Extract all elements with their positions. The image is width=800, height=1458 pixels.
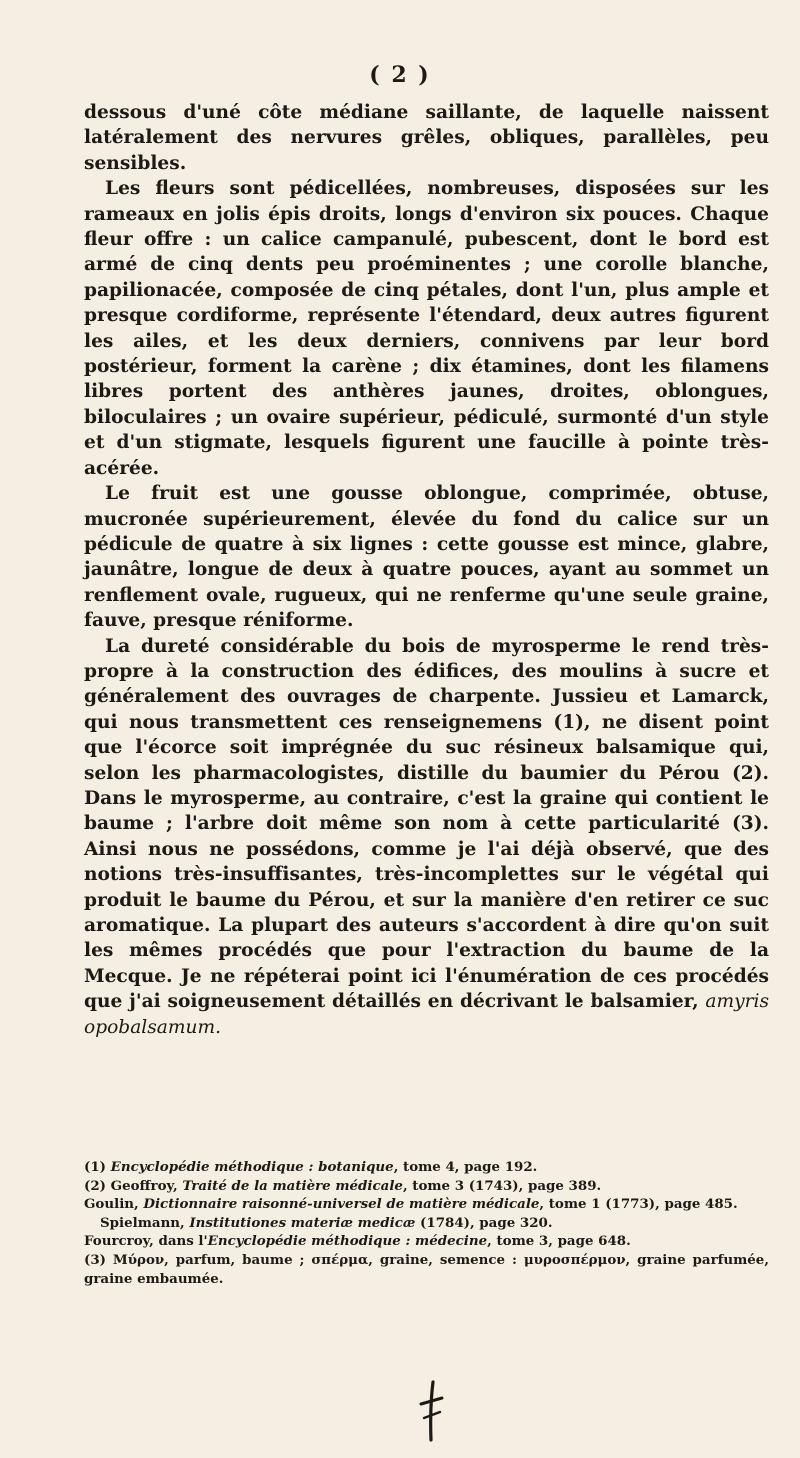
paragraph-2	[84, 176, 769, 481]
main-text	[84, 100, 769, 1040]
footnote-1-suffix: , tome 4, page 192.	[393, 1159, 538, 1175]
paragraph-1	[84, 100, 769, 176]
footnote-5-suffix: , tome 3, page 648.	[487, 1233, 631, 1250]
footnote-3	[84, 1195, 769, 1214]
footnote-4-prefix: Spielmann,	[100, 1214, 190, 1231]
paragraph-4-text: La dureté considérable du bois de myrosperme le rend très-propre à la construction des édifices, des moulins à sucre et généralement des ouvrages de charpente. Jussieu et Lamarck, qui nous transmettent ces renseignemens (1), ne disent point que l'écorce soit imprégnée du suc résineux balsamique qui, selon les pharmacologistes, distille du baumier du Pérou (2). Dans le myrosperme, au contraire, c'est la graine qui contient le baume ; l'arbre doit même son nom à cette particularité (3). Ainsi nous ne possédons, comme je l'ai déjà observé, que des notions très-insuffisantes, très-incomplettes sur le végétal qui produit le baume du Pérou, et sur la manière d'en retirer ce suc aromatique. La plupart des auteurs s'accordent à dire qu'on suit les mêmes procédés que pour l'extraction du baume de la Mecque. Je ne répéterai point ici l'énumération de ces procédés que j'ai soigneusement détaillés en décrivant le balsamier,	[84, 635, 769, 1013]
footnote-6-text: (3) Μύρον, parfum, baume ; σπέρμα, graine, semence : μυροσπέρμον, graine parfumée, graine embaumée.	[84, 1251, 769, 1287]
footnote-4-title: Institutiones materiæ medicæ	[189, 1214, 416, 1231]
paragraph-3	[84, 481, 769, 633]
footnote-1	[84, 1158, 769, 1177]
footnote-5-title: Encyclopédie méthodique : médecine	[207, 1233, 488, 1250]
paragraph-3-text: Le fruit est une gousse oblongue, comprimée, obtuse, mucronée supérieurement, élevée du fond du calice sur un pédicule de quatre à six lignes : cette gousse est mince, glabre, jaunâtre, longue de deux à quatre pouces, ayant au sommet un renflement ovale, rugueux, qui ne renferme qu'une seule graine, fauve, presque réniforme.	[84, 483, 769, 632]
page-number: ( 2 )	[369, 62, 431, 88]
footnote-6	[84, 1251, 769, 1288]
paragraph-1-text: dessous d'uné côte médiane saillante, de laquelle naissent latéralement des nervures grêles, obliques, parallèles, peu sensibles.	[84, 102, 769, 174]
paragraph-4-italic-term: amyris opobalsamum.	[84, 991, 770, 1038]
footnote-4	[84, 1214, 769, 1233]
footnote-5	[84, 1232, 769, 1251]
paragraph-4	[84, 634, 769, 1041]
footnote-2-suffix: , tome 3 (1743), page 389.	[402, 1177, 602, 1194]
footnote-2-prefix: (2) Geoffroy,	[84, 1177, 183, 1194]
footnote-1-prefix: (1)	[84, 1159, 111, 1175]
footnote-2-title: Traité de la matière médicale	[182, 1177, 403, 1194]
footnote-3-prefix: Goulin,	[84, 1196, 144, 1213]
printer-mark-icon	[418, 1380, 446, 1444]
footnote-3-suffix: , tome 1 (1773), page 485.	[539, 1196, 738, 1213]
footnote-2	[84, 1177, 769, 1196]
footnote-3-title: Dictionnaire raisonné-universel de matière médicale	[143, 1196, 540, 1213]
paragraph-2-text: Les fleurs sont pédicellées, nombreuses, disposées sur les rameaux en jolis épis droits, longs d'environ six pouces. Chaque fleur offre : un calice campanulé, pubescent, dont le bord est armé de cinq dents peu proéminentes ; une corolle blanche, papilionacée, composée de cinq pétales, dont l'un, plus ample et presque cordiforme, représente l'étendard, deux autres figurent les ailes, et les deux derniers, connivens par leur bord postérieur, forment la carène ; dix étamines, dont les filamens libres portent des anthères jaunes, droites, oblongues, biloculaires ; un ovaire supérieur, pédiculé, surmonté d'un style et d'un stigmate, lesquels figurent une faucille à pointe très-acérée.	[84, 178, 769, 479]
footnote-5-prefix: Fourcroy, dans l'	[84, 1233, 208, 1250]
footnotes	[84, 1158, 769, 1288]
footnote-4-suffix: (1784), page 320.	[415, 1214, 553, 1231]
footnote-1-title: Encyclopédie méthodique : botanique	[110, 1159, 394, 1175]
